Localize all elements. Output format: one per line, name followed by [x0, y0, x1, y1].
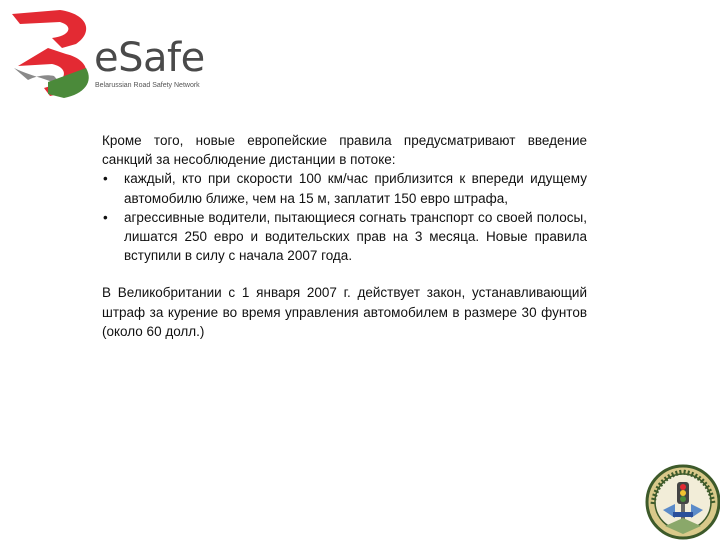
list-item: [102, 169, 587, 207]
brand-tagline: Belarussian Road Safety Network: [95, 82, 200, 89]
list-item: [102, 208, 587, 266]
road-safety-emblem-icon: [645, 460, 720, 540]
list-item-text: каждый, кто при скорости 100 км/час приблизится к впереди идущему автомобилю ближе, чем на 15 м, заплатит 150 евро штрафа,: [124, 171, 587, 206]
sanctions-list: [102, 169, 587, 265]
spacer: [102, 265, 587, 283]
brand-name: eSafe: [94, 35, 205, 81]
paragraph-uk-law: В Великобритании с 1 января 2007 г. действует закон, устанавливающий штраф за курение во время управления автомобилем в размере 30 фунтов (около 60 долл.): [102, 285, 587, 339]
esafe-logo: [8, 8, 218, 98]
bullet-icon: •: [103, 171, 108, 187]
esafe-swoosh-icon: [8, 8, 98, 98]
slide-text: [102, 131, 587, 341]
paragraph-intro: Кроме того, новые европейские правила предусматривают введение санкций за несоблюдение дистанции в потоке:: [102, 133, 587, 168]
list-item-text: агрессивные водители, пытающиеся согнать транспорт со своей полосы, лишатся 250 евро и водительских прав на 3 месяца. Новые правила вступили в силу с начала 2007 года.: [124, 209, 587, 264]
bullet-icon: •: [103, 209, 108, 225]
